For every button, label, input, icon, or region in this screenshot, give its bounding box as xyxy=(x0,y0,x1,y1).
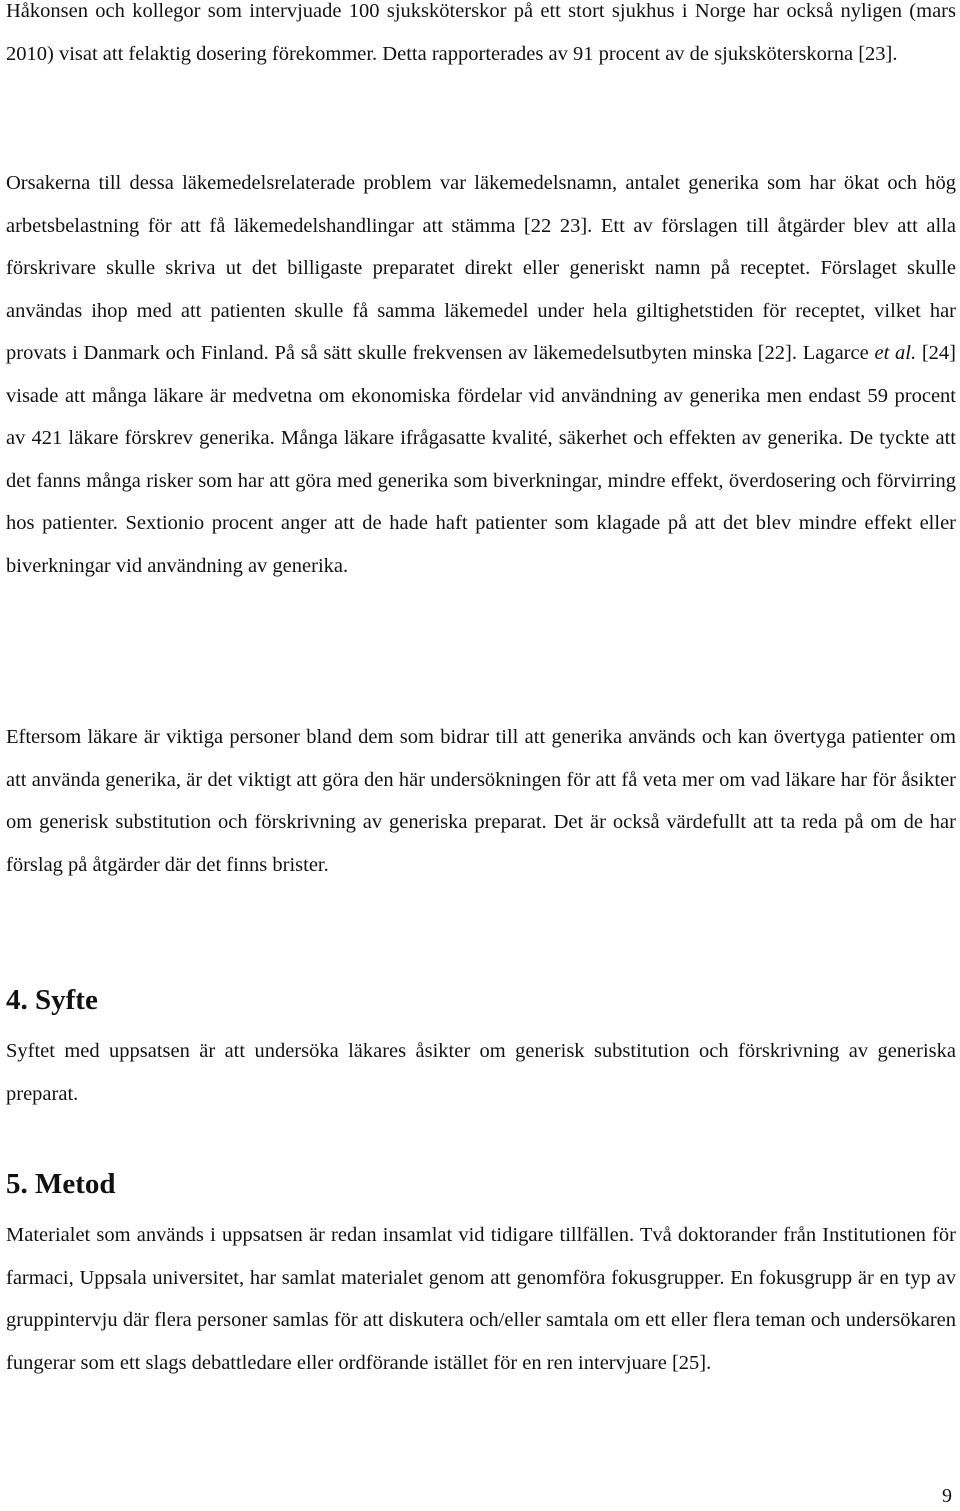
paragraph-causes-text-end: [24] visade att många läkare är medvetna om ekonomiska fördelar vid användning av generika men endast 59 procent av 421 läkare förskrev generika. Många läkare ifrågasatte kvalité, säkerhet och effekten av generika. De tyckte att det fanns många risker som har att göra med generika som biverkningar, mindre effekt, överdosering och förvirring hos patienter. Sextionio procent anger att de hade haft patienter som klagade på att det blev mindre effekt eller biverkningar vid användning av generika. xyxy=(6,342,956,577)
paragraph-intro-norway-study: Håkonsen och kollegor som intervjuade 100 sjuksköterskor på ett stort sjukhus i Norge har också nyligen (mars 2010) visat att felaktig dosering förekommer. Detta rapporterades av 91 procent av de sjuksköterskorna [23]. xyxy=(6,0,956,65)
page-number: 9 xyxy=(942,1485,952,1507)
paragraph-motivation: Eftersom läkare är viktiga personer bland dem som bidrar till att generika används och kan övertyga patienter om att använda generika, är det viktigt att göra den här undersökningen för att få veta mer om vad läkare har för åsikter om generisk substitution och förskrivning av generiska preparat. Det är också värdefullt att ta reda på om de har förslag på åtgärder där det finns brister. xyxy=(6,726,956,876)
paragraph-causes-and-proposals xyxy=(6,162,956,587)
section-heading-metod: 5. Metod xyxy=(6,1168,116,1200)
paragraph-syfte: Syftet med uppsatsen är att undersöka läkares åsikter om generisk substitution och förskrivning av generiska preparat. xyxy=(6,1040,956,1105)
section-heading-syfte: 4. Syfte xyxy=(6,984,98,1016)
paragraph-causes-text-start: Orsakerna till dessa läkemedelsrelaterade problem var läkemedelsnamn, antalet generika som har ökat och hög arbetsbelastning för att få läkemedelshandlingar att stämma [22 23]. Ett av förslagen till åtgärder blev att alla förskrivare skulle skriva ut det billigaste preparatet direkt eller generiskt namn på receptet. Förslaget skulle användas ihop med att patienten skulle få samma läkemedel under hela giltighetstiden för receptet, vilket har provats i Danmark och Finland. På så sätt skulle frekvensen av läkemedelsutbyten minska [22]. Lagarce xyxy=(6,172,956,364)
et-al-italic: et al. xyxy=(874,342,917,364)
paragraph-metod: Materialet som används i uppsatsen är redan insamlat vid tidigare tillfällen. Två doktorander från Institutionen för farmaci, Uppsala universitet, har samlat materialet genom att genomföra fokusgrupper. En fokusgrupp är en typ av gruppintervju där flera personer samlas för att diskutera och/eller samtala om ett eller flera teman och undersökaren fungerar som ett slags debattledare eller ordförande istället för en ren intervjuare [25]. xyxy=(6,1224,956,1374)
